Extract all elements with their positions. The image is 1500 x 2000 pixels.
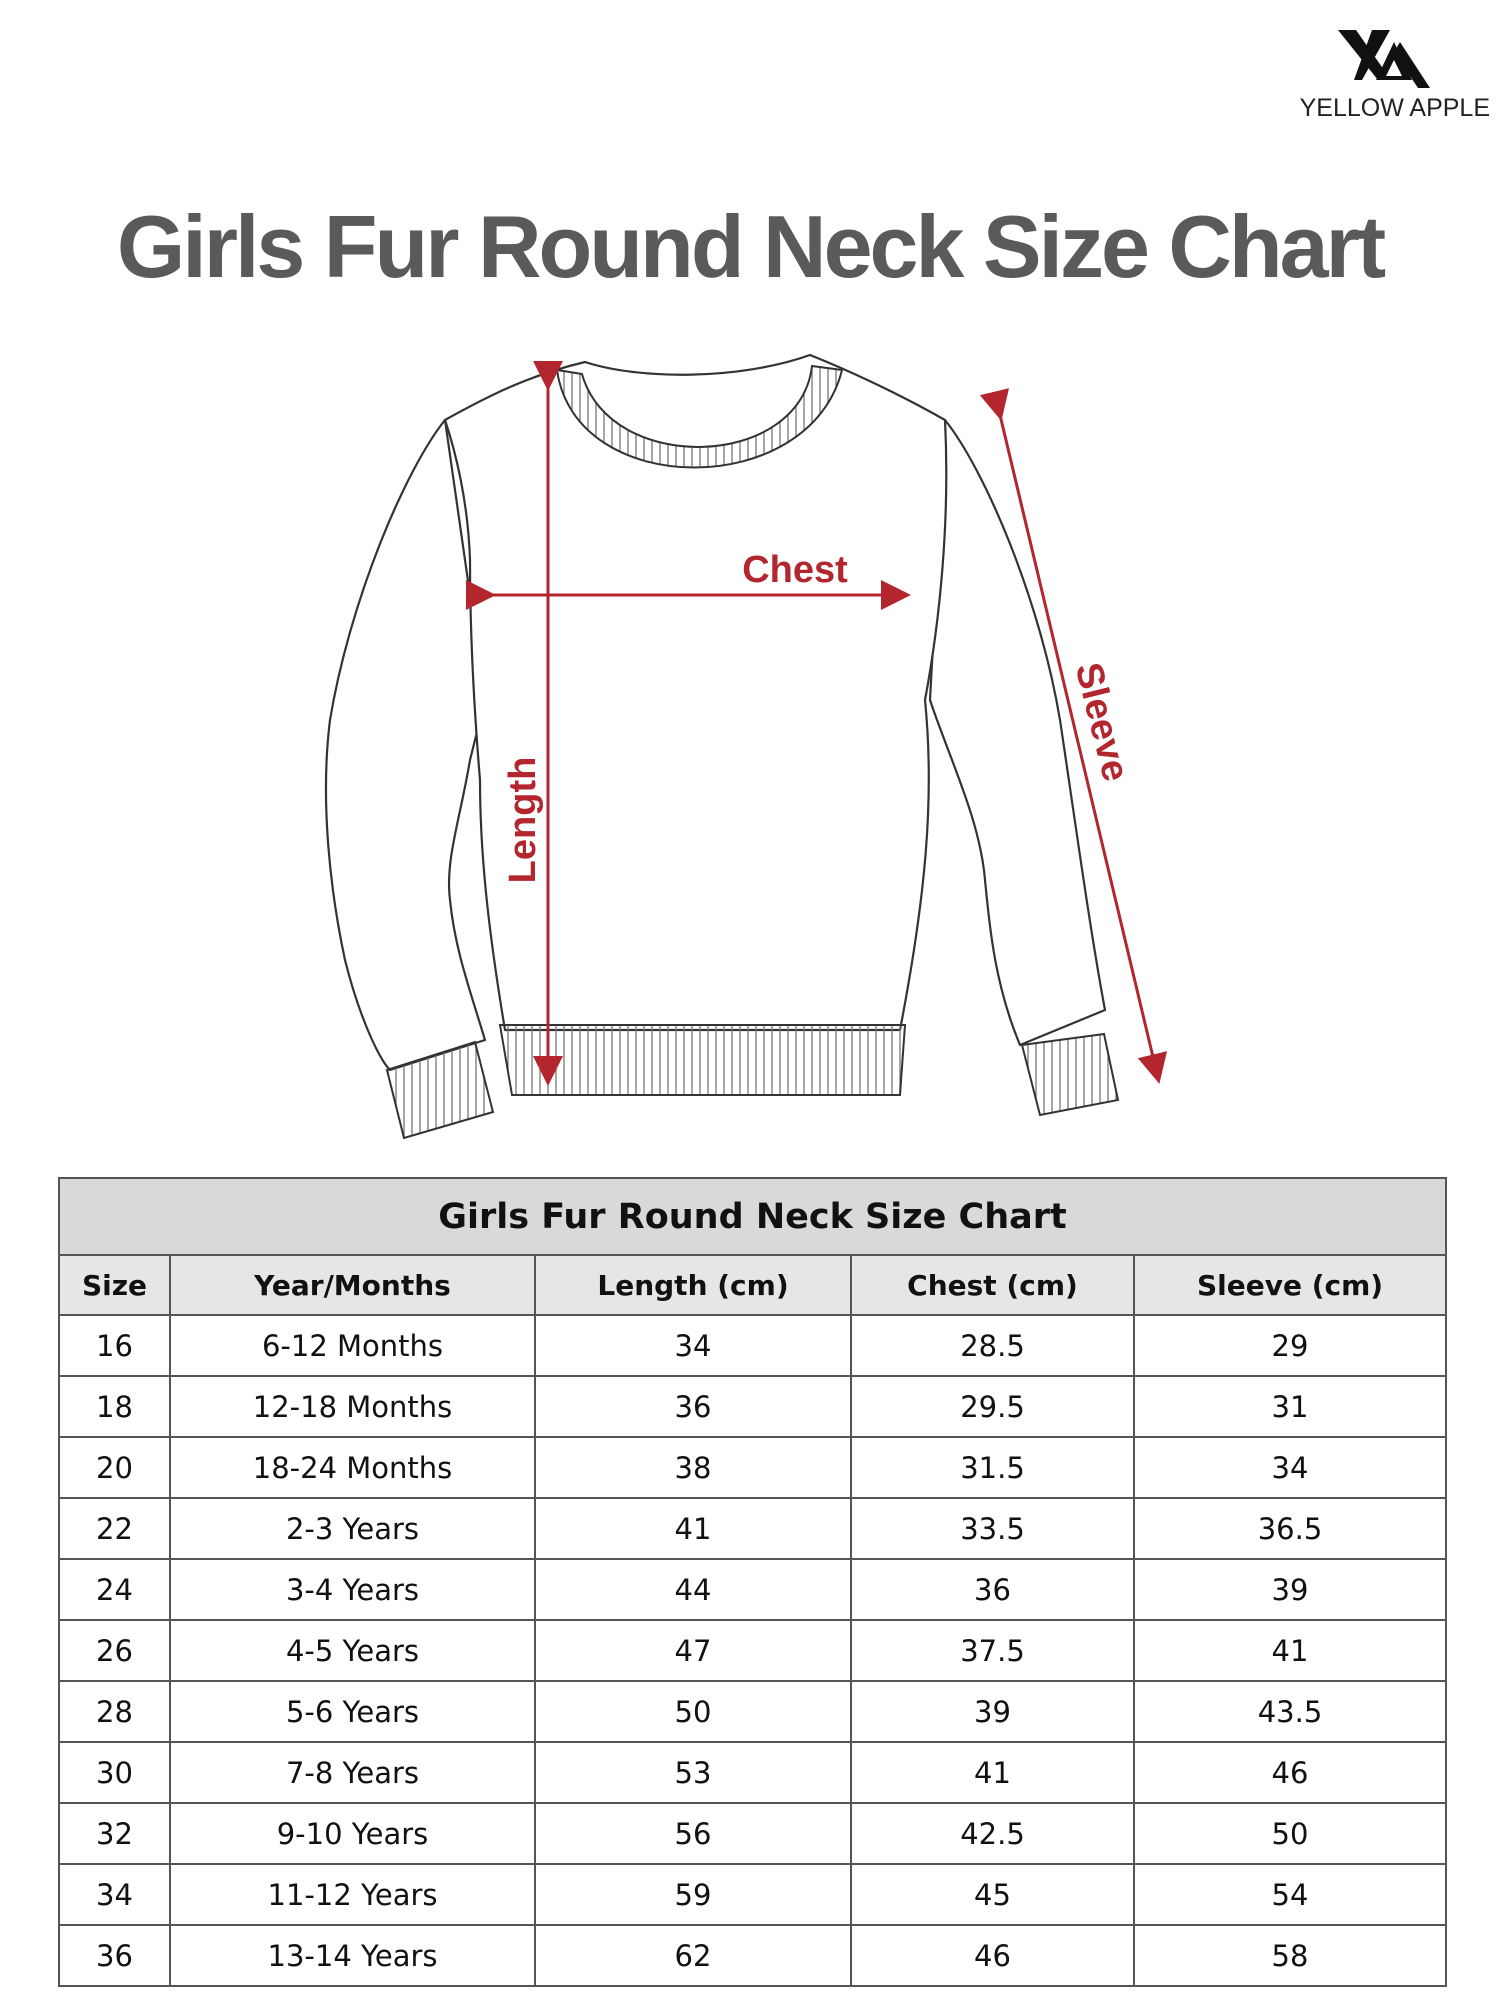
size-cell: 18: [59, 1376, 170, 1437]
column-header-size: Size: [59, 1255, 170, 1315]
column-header-length: Length (cm): [535, 1255, 851, 1315]
size-cell: 30: [59, 1742, 170, 1803]
table-row: [59, 1742, 1446, 1803]
chest-cell: 29.5: [851, 1376, 1134, 1437]
table-row: [59, 1925, 1446, 1986]
column-header-sleeve: Sleeve (cm): [1134, 1255, 1446, 1315]
size-table-container: [58, 1177, 1447, 1987]
brand-logo: [1290, 30, 1490, 125]
chest-label: Chest: [742, 549, 848, 591]
table-row: [59, 1681, 1446, 1742]
age-cell: 3-4 Years: [170, 1559, 535, 1620]
chest-cell: 36: [851, 1559, 1134, 1620]
age-cell: 5-6 Years: [170, 1681, 535, 1742]
sleeve-cell: 39: [1134, 1559, 1446, 1620]
age-cell: 9-10 Years: [170, 1803, 535, 1864]
waistband: [500, 1025, 905, 1095]
length-cell: 50: [535, 1681, 851, 1742]
yellow-apple-logo-icon: [1338, 30, 1430, 92]
sleeve-cell: 50: [1134, 1803, 1446, 1864]
sleeve-cell: 43.5: [1134, 1681, 1446, 1742]
length-cell: 59: [535, 1864, 851, 1925]
chest-cell: 45: [851, 1864, 1134, 1925]
length-cell: 53: [535, 1742, 851, 1803]
age-cell: 13-14 Years: [170, 1925, 535, 1986]
sleeve-cell: 58: [1134, 1925, 1446, 1986]
table-header-row: [59, 1255, 1446, 1315]
table-caption: Girls Fur Round Neck Size Chart: [59, 1178, 1446, 1255]
length-cell: 44: [535, 1559, 851, 1620]
size-cell: 34: [59, 1864, 170, 1925]
age-cell: 7-8 Years: [170, 1742, 535, 1803]
column-header-chest: Chest (cm): [851, 1255, 1134, 1315]
age-cell: 2-3 Years: [170, 1498, 535, 1559]
column-header-year-months: Year/Months: [170, 1255, 535, 1315]
length-cell: 36: [535, 1376, 851, 1437]
table-row: [59, 1376, 1446, 1437]
table-row: [59, 1559, 1446, 1620]
sweater-diagram: [300, 340, 1200, 1150]
size-cell: 28: [59, 1681, 170, 1742]
size-cell: 32: [59, 1803, 170, 1864]
chest-cell: 46: [851, 1925, 1134, 1986]
age-cell: 4-5 Years: [170, 1620, 535, 1681]
sleeve-cell: 36.5: [1134, 1498, 1446, 1559]
chest-cell: 28.5: [851, 1315, 1134, 1376]
chest-cell: 37.5: [851, 1620, 1134, 1681]
sleeve-label: Sleeve: [1066, 658, 1137, 786]
table-row: [59, 1437, 1446, 1498]
age-cell: 6-12 Months: [170, 1315, 535, 1376]
age-cell: 18-24 Months: [170, 1437, 535, 1498]
age-cell: 11-12 Years: [170, 1864, 535, 1925]
sleeve-cell: 46: [1134, 1742, 1446, 1803]
sleeve-cell: 29: [1134, 1315, 1446, 1376]
table-row: [59, 1864, 1446, 1925]
length-cell: 56: [535, 1803, 851, 1864]
chest-cell: 41: [851, 1742, 1134, 1803]
table-row: [59, 1315, 1446, 1376]
size-cell: 20: [59, 1437, 170, 1498]
brand-name: YELLOW APPLE: [1299, 94, 1490, 122]
length-cell: 41: [535, 1498, 851, 1559]
length-cell: 47: [535, 1620, 851, 1681]
length-label: Length: [502, 756, 544, 884]
chest-cell: 31.5: [851, 1437, 1134, 1498]
size-cell: 22: [59, 1498, 170, 1559]
table-row: [59, 1498, 1446, 1559]
sleeve-cell: 34: [1134, 1437, 1446, 1498]
size-cell: 36: [59, 1925, 170, 1986]
sleeve-cell: 31: [1134, 1376, 1446, 1437]
length-cell: 38: [535, 1437, 851, 1498]
chest-cell: 33.5: [851, 1498, 1134, 1559]
table-row: [59, 1620, 1446, 1681]
page-title: Girls Fur Round Neck Size Chart: [116, 197, 1384, 296]
table-body: [59, 1315, 1446, 1986]
sleeve-cell: 41: [1134, 1620, 1446, 1681]
sleeve-cell: 54: [1134, 1864, 1446, 1925]
size-cell: 24: [59, 1559, 170, 1620]
size-cell: 26: [59, 1620, 170, 1681]
chest-cell: 39: [851, 1681, 1134, 1742]
chest-cell: 42.5: [851, 1803, 1134, 1864]
size-cell: 16: [59, 1315, 170, 1376]
size-table: [58, 1177, 1447, 1987]
table-row: [59, 1803, 1446, 1864]
length-cell: 34: [535, 1315, 851, 1376]
length-cell: 62: [535, 1925, 851, 1986]
age-cell: 12-18 Months: [170, 1376, 535, 1437]
